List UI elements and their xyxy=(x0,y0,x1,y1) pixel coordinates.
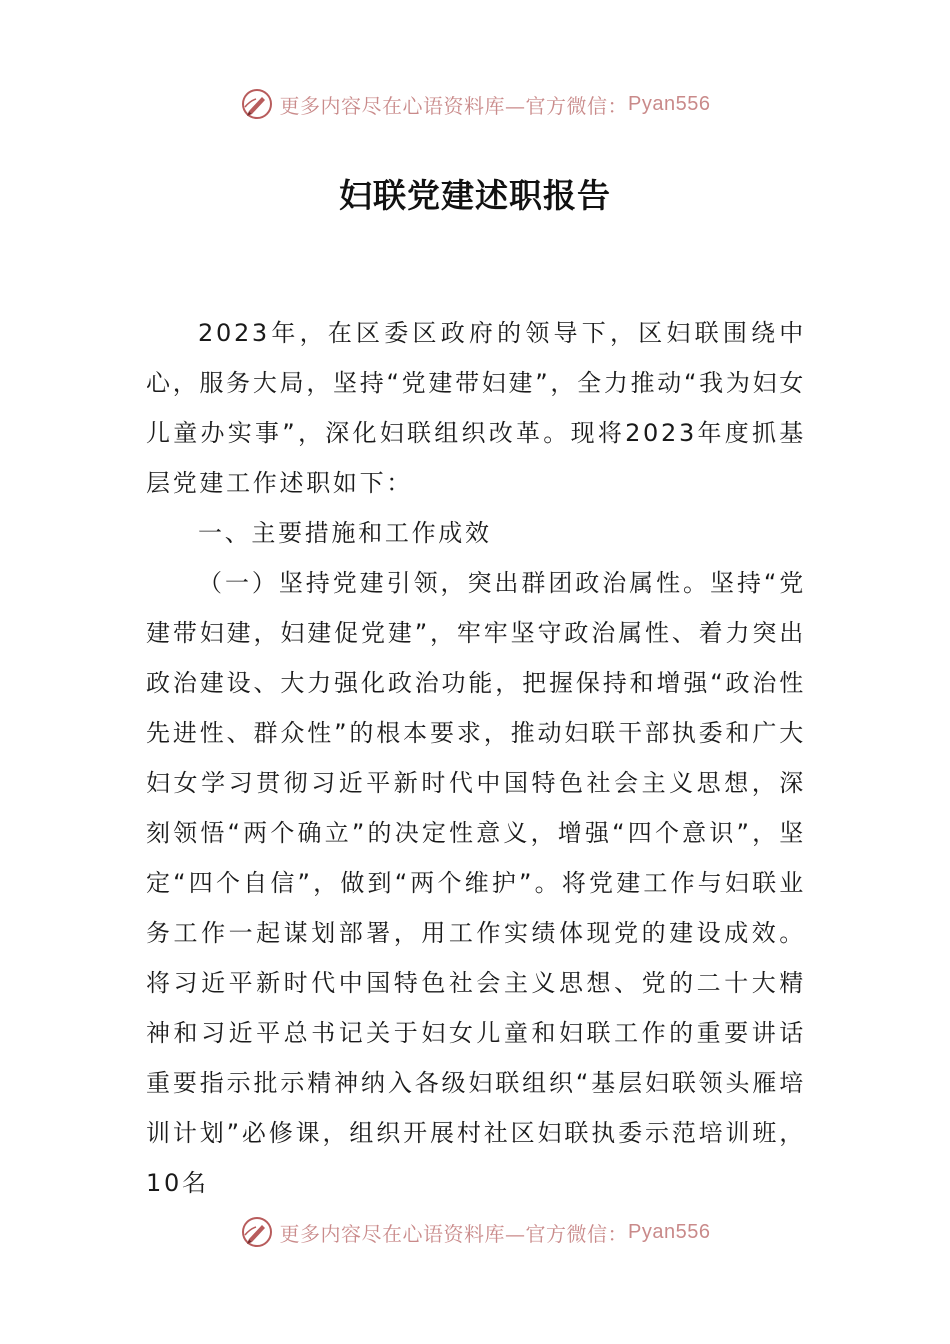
watermark-text: 更多内容尽在心语资料库—官方微信： xyxy=(279,1221,629,1246)
document-title: 妇联党建述职报告 xyxy=(339,176,611,215)
section-heading: 一、主要措施和工作成效 xyxy=(198,519,492,547)
watermark-id: Pyan556 xyxy=(628,92,711,115)
document-body xyxy=(146,308,806,1208)
watermark-id: Pyan556 xyxy=(628,1220,711,1243)
watermark-header xyxy=(0,84,950,124)
watermark-text: 更多内容尽在心语资料库—官方微信： xyxy=(279,93,629,118)
pen-logo-icon xyxy=(240,1215,274,1249)
paragraph-party-building: （一）坚持党建引领，突出群团政治属性。坚持“党建带妇建，妇建促党建”，牢牢坚守政治属性、着力突出政治建设、大力强化政治功能，把握保持和增强“政治性先进性、群众性”的根本要求，推动妇联干部执委和广大妇女学习贯彻习近平新时代中国特色社会主义思想，深刻领悟“两个确立”的决定性意义，增强“四个意识”，坚定“四个自信”，做到“两个维护”。将党建工作与妇联业务工作一起谋划部署，用工作实绩体现党的建设成效。将习近平新时代中国特色社会主义思想、党的二十大精神和习近平总书记关于妇女儿童和妇联工作的重要讲话重要指示批示精神纳入各级妇联组织“基层妇联领头雁培训计划”必修课，组织开展村社区妇联执委示范培训班，10名 xyxy=(146,569,806,1197)
watermark-footer xyxy=(0,1212,950,1252)
pen-logo-icon xyxy=(240,87,274,121)
paragraph-intro: 2023年，在区委区政府的领导下，区妇联围绕中心，服务大局，坚持“党建带妇建”，全力推动“我为妇女儿童办实事”，深化妇联组织改革。现将2023年度抓基层党建工作述职如下： xyxy=(146,319,806,497)
